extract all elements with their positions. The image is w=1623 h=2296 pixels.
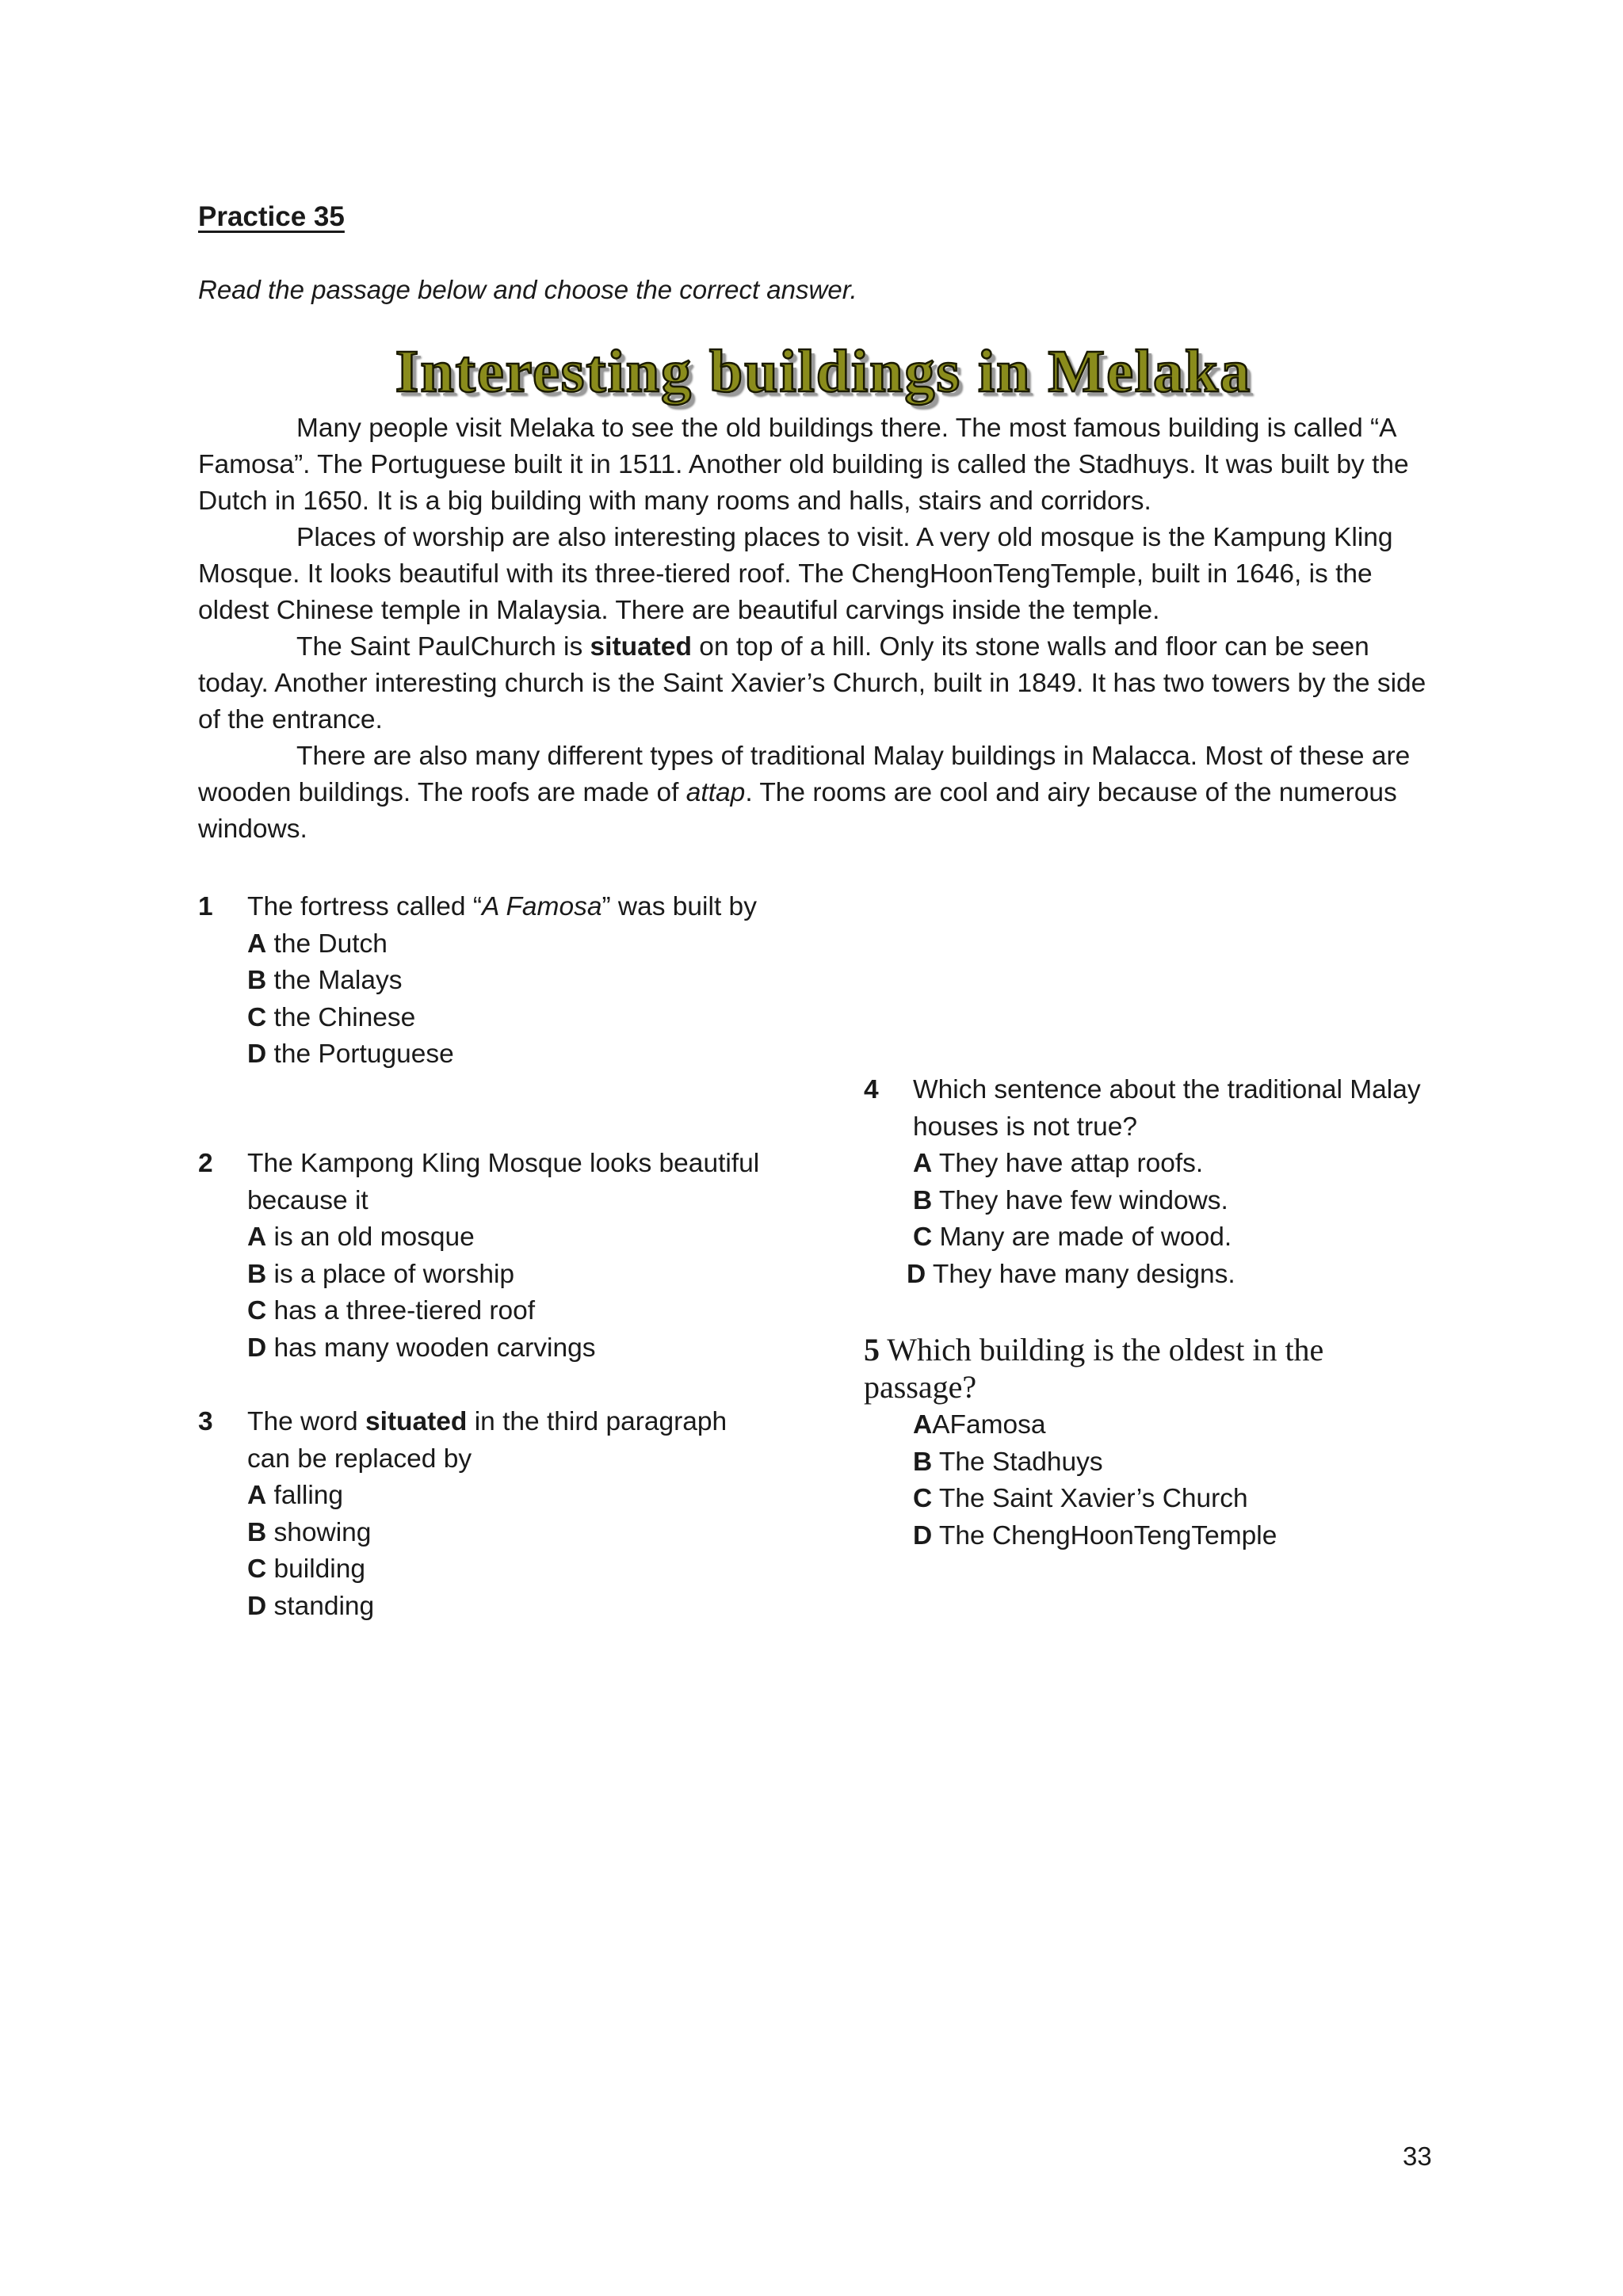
option-a[interactable] bbox=[247, 1219, 769, 1257]
question-3 bbox=[198, 1404, 769, 1625]
option-a[interactable] bbox=[913, 1407, 1419, 1444]
option-text: the Portuguese bbox=[266, 1039, 454, 1069]
option-letter: C bbox=[913, 1484, 933, 1513]
option-letter: D bbox=[247, 1591, 267, 1621]
stem-text-after: ” was built by bbox=[601, 892, 757, 921]
stem-bold-word: situated bbox=[365, 1407, 468, 1436]
option-text: standing bbox=[266, 1591, 375, 1621]
stem-italic-text: A Famosa bbox=[482, 892, 602, 921]
option-letter: C bbox=[247, 1554, 267, 1584]
title-container bbox=[0, 338, 1623, 406]
option-letter: C bbox=[247, 1002, 267, 1032]
question-2 bbox=[198, 1146, 769, 1367]
passage-paragraph-4 bbox=[198, 738, 1434, 848]
option-c[interactable] bbox=[247, 1000, 769, 1037]
option-letter: C bbox=[913, 1222, 933, 1252]
option-letter: D bbox=[913, 1520, 933, 1550]
option-text: The Stadhuys bbox=[932, 1447, 1103, 1477]
option-text: falling bbox=[266, 1481, 344, 1510]
question-number: 4 bbox=[864, 1075, 879, 1104]
p4-text-after: . The rooms are cool and airy because of the numerous windows. bbox=[198, 778, 1397, 844]
question-4 bbox=[864, 1072, 1434, 1293]
option-letter: A bbox=[913, 1410, 933, 1440]
option-c[interactable] bbox=[913, 1219, 1434, 1257]
stem-text-after: in the third paragraph can be replaced by bbox=[247, 1407, 727, 1474]
page-number: 33 bbox=[1403, 2142, 1432, 2171]
option-letter: B bbox=[247, 966, 267, 995]
reading-passage bbox=[198, 410, 1434, 848]
option-text: The Saint Xavier’s Church bbox=[932, 1484, 1248, 1513]
option-text: They have many designs. bbox=[926, 1259, 1235, 1289]
option-letter: B bbox=[913, 1447, 933, 1477]
option-letter: A bbox=[247, 929, 267, 959]
option-text: has many wooden carvings bbox=[266, 1333, 596, 1363]
passage-title: Interesting buildings in Melaka bbox=[395, 338, 1252, 405]
option-text: They have few windows. bbox=[932, 1185, 1228, 1215]
practice-heading: Practice 35 bbox=[198, 201, 345, 232]
option-letter: B bbox=[913, 1185, 933, 1215]
option-a[interactable] bbox=[247, 1478, 769, 1515]
option-a[interactable] bbox=[247, 926, 769, 963]
option-text: showing bbox=[266, 1517, 372, 1547]
option-letter: D bbox=[247, 1039, 267, 1069]
option-text: Many are made of wood. bbox=[932, 1222, 1232, 1252]
p4-italic-word: attap bbox=[685, 778, 746, 807]
option-text: They have attap roofs. bbox=[932, 1149, 1204, 1178]
question-number: 5 bbox=[864, 1332, 880, 1367]
option-b[interactable] bbox=[247, 963, 769, 1000]
option-text: has a three-tiered roof bbox=[266, 1296, 536, 1325]
option-letter: B bbox=[247, 1517, 267, 1547]
option-letter: A bbox=[913, 1149, 933, 1178]
question-stem bbox=[247, 1404, 769, 1478]
option-b[interactable] bbox=[913, 1183, 1434, 1220]
option-d[interactable] bbox=[247, 1589, 769, 1626]
p3-bold-word: situated bbox=[590, 632, 692, 662]
passage-paragraph-2: Places of worship are also interesting places to visit. A very old mosque is the Kampung Kling Mosque. It looks beautiful with its three-tiered roof. The ChengHoonTengTemple, built in 1646, is the oldest Chinese temple in Malaysia. There are beautiful carvings inside the temple. bbox=[198, 523, 1393, 625]
question-5 bbox=[864, 1331, 1419, 1554]
question-stem bbox=[247, 889, 769, 926]
option-text: AFamosa bbox=[932, 1410, 1046, 1440]
stem-text-before: The fortress called “ bbox=[247, 892, 483, 921]
option-text: is an old mosque bbox=[266, 1222, 475, 1252]
option-letter: B bbox=[247, 1259, 267, 1289]
options-list bbox=[913, 1407, 1419, 1554]
passage-paragraph-3 bbox=[198, 629, 1434, 738]
instruction-text: Read the passage below and choose the correct answer. bbox=[198, 275, 857, 304]
option-c[interactable] bbox=[247, 1551, 769, 1589]
question-1 bbox=[198, 889, 769, 1074]
p3-text-after: on top of a hill. Only its stone walls and floor can be seen today. Another interesting church is the Saint Xavier’s Church, built in 1849. It has two towers by the side of the entrance. bbox=[198, 632, 1426, 734]
question-stem: The Kampong Kling Mosque looks beautiful because it bbox=[247, 1149, 760, 1215]
option-c[interactable] bbox=[247, 1293, 769, 1330]
option-letter: D bbox=[907, 1259, 926, 1289]
question-stem bbox=[864, 1331, 1419, 1405]
option-text: is a place of worship bbox=[266, 1259, 515, 1289]
option-text: building bbox=[266, 1554, 365, 1584]
option-d[interactable] bbox=[247, 1330, 769, 1367]
option-text: the Chinese bbox=[266, 1002, 416, 1032]
option-d[interactable] bbox=[913, 1518, 1419, 1555]
option-letter: C bbox=[247, 1296, 267, 1325]
question-number: 3 bbox=[198, 1407, 213, 1436]
stem-text: Which building is the oldest in the passage? bbox=[864, 1332, 1324, 1405]
option-text: the Malays bbox=[266, 966, 403, 995]
option-letter: A bbox=[247, 1481, 267, 1510]
p4-text-before: There are also many different types of traditional Malay buildings in Malacca. Most of these are wooden buildings. The roofs are made of bbox=[198, 742, 1411, 807]
option-d[interactable] bbox=[907, 1257, 1434, 1294]
option-text: the Dutch bbox=[266, 929, 388, 959]
question-stem: Which sentence about the traditional Malay houses is not true? bbox=[913, 1075, 1421, 1142]
option-b[interactable] bbox=[247, 1257, 769, 1294]
option-d[interactable] bbox=[247, 1036, 769, 1074]
option-letter: A bbox=[247, 1222, 267, 1252]
question-number: 1 bbox=[198, 892, 213, 921]
passage-paragraph-1: Many people visit Melaka to see the old buildings there. The most famous building is called “A Famosa”. The Portuguese built it in 1511. Another old building is called the Stadhuys. It was built by the Dutch in 1650. It is a big building with many rooms and halls, stairs and corridors. bbox=[198, 414, 1409, 516]
question-number: 2 bbox=[198, 1149, 213, 1178]
option-c[interactable] bbox=[913, 1481, 1419, 1518]
option-b[interactable] bbox=[913, 1444, 1419, 1482]
option-b[interactable] bbox=[247, 1515, 769, 1552]
stem-text-before: The word bbox=[247, 1407, 365, 1436]
option-text: The ChengHoonTengTemple bbox=[932, 1520, 1277, 1550]
option-letter: D bbox=[247, 1333, 267, 1363]
p3-text-before: The Saint PaulChurch is bbox=[296, 632, 590, 662]
option-a[interactable] bbox=[913, 1146, 1434, 1183]
